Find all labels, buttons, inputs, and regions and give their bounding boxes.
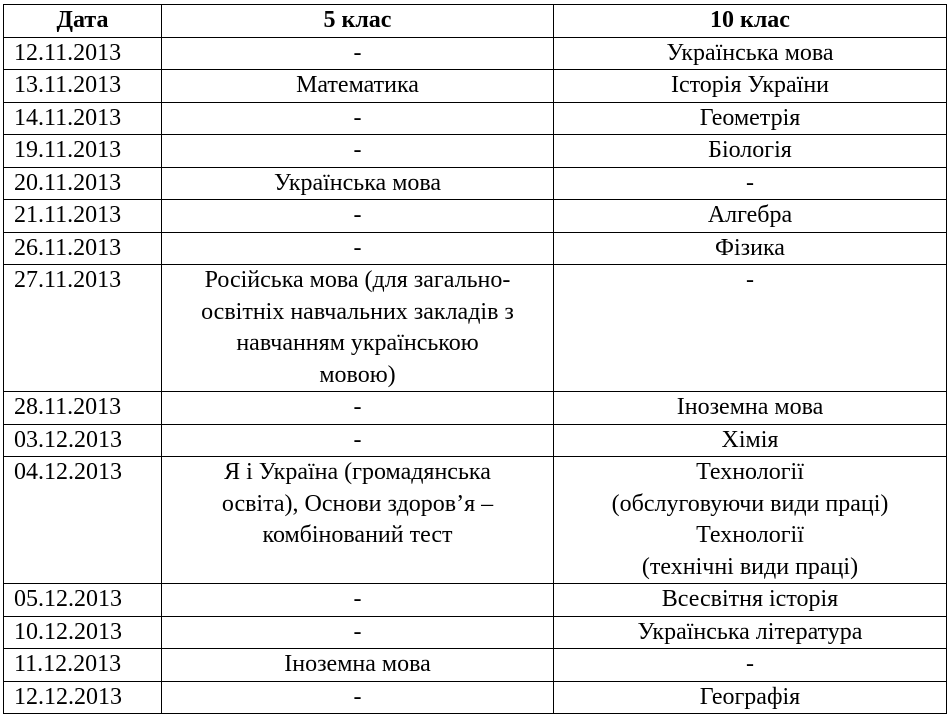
grade-5-subject-cell: - (162, 232, 554, 265)
table-row (4, 392, 947, 425)
grade-10-subject-cell: Історія України (554, 70, 947, 103)
date-cell: 21.11.2013 (4, 200, 162, 233)
grade-5-subject-cell: Математика (162, 70, 554, 103)
grade-10-subject-cell: Іноземна мова (554, 392, 947, 425)
header-row (4, 5, 947, 38)
grade-5-subject-cell: - (162, 681, 554, 714)
date-cell: 19.11.2013 (4, 135, 162, 168)
table-row (4, 584, 947, 617)
table-row (4, 167, 947, 200)
grade-10-subject-cell: Українська мова (554, 37, 947, 70)
grade-5-subject-cell: Українська мова (162, 167, 554, 200)
table-row (4, 102, 947, 135)
date-cell: 28.11.2013 (4, 392, 162, 425)
exam-schedule-table (3, 4, 947, 714)
table-row (4, 232, 947, 265)
date-cell: 12.11.2013 (4, 37, 162, 70)
date-cell: 20.11.2013 (4, 167, 162, 200)
date-cell: 13.11.2013 (4, 70, 162, 103)
header-grade-5: 5 клас (162, 5, 554, 38)
table-row (4, 681, 947, 714)
date-cell: 04.12.2013 (4, 457, 162, 584)
grade-10-subject-cell: Українська література (554, 616, 947, 649)
grade-5-subject-cell: - (162, 135, 554, 168)
grade-5-subject-cell: - (162, 200, 554, 233)
date-cell: 05.12.2013 (4, 584, 162, 617)
date-cell: 27.11.2013 (4, 265, 162, 392)
grade-10-subject-cell: - (554, 265, 947, 392)
table-row (4, 457, 947, 584)
header-grade-10: 10 клас (554, 5, 947, 38)
table-row (4, 265, 947, 392)
header-date: Дата (4, 5, 162, 38)
date-cell: 14.11.2013 (4, 102, 162, 135)
grade-10-subject-cell: - (554, 167, 947, 200)
grade-10-subject-cell: Хімія (554, 424, 947, 457)
grade-5-subject-cell: Я і Україна (громадянська освіта), Основи здоров’я – комбінований тест (162, 457, 554, 584)
grade-5-subject-cell: - (162, 37, 554, 70)
grade-10-subject-cell: Географія (554, 681, 947, 714)
table-row (4, 649, 947, 682)
grade-10-subject-cell: - (554, 649, 947, 682)
grade-5-subject-cell: Російська мова (для загально- освітніх навчальних закладів з навчанням українською мовою) (162, 265, 554, 392)
table-row (4, 424, 947, 457)
grade-5-subject-cell: - (162, 102, 554, 135)
date-cell: 11.12.2013 (4, 649, 162, 682)
date-cell: 10.12.2013 (4, 616, 162, 649)
grade-10-subject-cell: Алгебра (554, 200, 947, 233)
grade-10-subject-cell: Фізика (554, 232, 947, 265)
grade-10-subject-cell: Біологія (554, 135, 947, 168)
date-cell: 03.12.2013 (4, 424, 162, 457)
table-row (4, 200, 947, 233)
grade-5-subject-cell: - (162, 584, 554, 617)
grade-10-subject-cell: Геометрія (554, 102, 947, 135)
table-row (4, 135, 947, 168)
grade-10-subject-cell: Всесвітня історія (554, 584, 947, 617)
grade-5-subject-cell: - (162, 424, 554, 457)
table-row (4, 70, 947, 103)
grade-10-subject-cell: Технології (обслуговуючи види праці) Технології (технічні види праці) (554, 457, 947, 584)
date-cell: 26.11.2013 (4, 232, 162, 265)
table-row (4, 616, 947, 649)
date-cell: 12.12.2013 (4, 681, 162, 714)
grade-5-subject-cell: - (162, 392, 554, 425)
grade-5-subject-cell: - (162, 616, 554, 649)
grade-5-subject-cell: Іноземна мова (162, 649, 554, 682)
table-row (4, 37, 947, 70)
